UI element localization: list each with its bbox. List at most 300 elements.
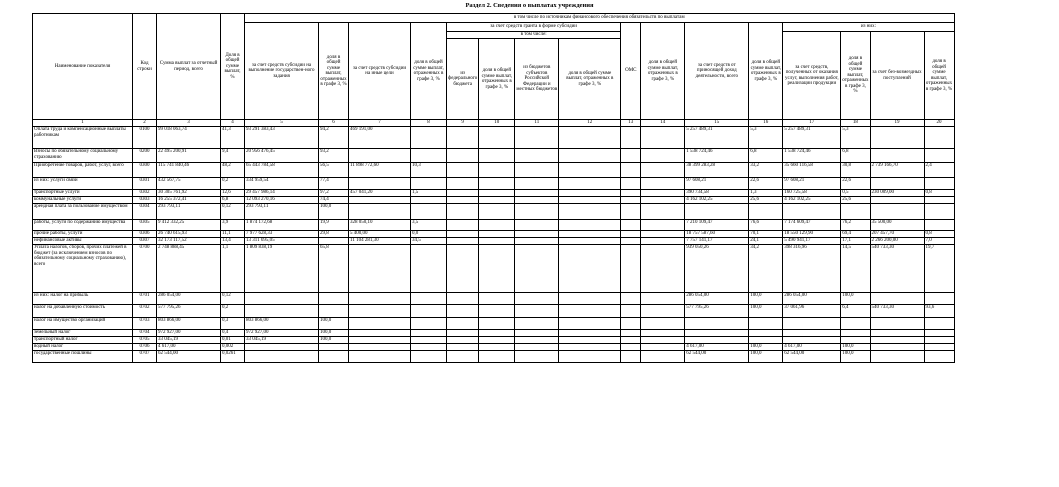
table-cell: 93,6: [924, 305, 954, 318]
row-label: работы, услуги по содержанию имущества: [33, 220, 133, 231]
row-label: Уплата налогов, сборов, прочих платежей в бюджет (за исключением взносов по обязательному социальному страхованию), всего: [33, 245, 133, 293]
table-cell: 100,0: [749, 293, 783, 305]
table-cell: 48,2: [221, 163, 245, 178]
table-cell: 30,8: [841, 163, 870, 178]
table-cell: 18 757 587,60: [685, 231, 749, 238]
table-cell: 25,6: [749, 197, 783, 204]
header-grant-group: за счет средств гранта в форме субсидии: [447, 23, 621, 32]
row-label: государственные пошлины: [33, 351, 133, 363]
table-cell: [559, 351, 621, 363]
table-cell: [641, 163, 685, 178]
table-cell: 65,8: [319, 245, 349, 293]
table-cell: [447, 204, 479, 220]
table-cell: 33 045,19: [245, 337, 319, 344]
table-cell: [515, 245, 559, 293]
header-code: Код строки: [133, 14, 157, 120]
table-cell: [641, 204, 685, 220]
table-cell: [479, 220, 515, 231]
table-cell: 97 608,21: [783, 178, 841, 190]
table-cell: [479, 351, 515, 363]
table-cell: 5 490 941,17: [783, 238, 841, 245]
table-cell: [870, 330, 924, 337]
table-cell: [515, 197, 559, 204]
table-cell: [479, 231, 515, 238]
table-cell: [621, 318, 641, 330]
table-cell: 29,8: [319, 231, 349, 238]
table-cell: [559, 238, 621, 245]
header-col-19: за счет без-возмездных поступлений: [870, 32, 924, 120]
row-label: земельный налог: [33, 330, 133, 337]
table-cell: [319, 344, 349, 351]
table-cell: 94,2: [319, 127, 349, 149]
table-cell: [870, 318, 924, 330]
table-cell: 803 866,00: [245, 318, 319, 330]
table-cell: 100,0: [319, 337, 349, 344]
table-cell: 99 018 063,74: [157, 127, 221, 149]
table-cell: [447, 163, 479, 178]
table-row: [33, 351, 955, 363]
table-cell: [411, 204, 447, 220]
table-cell: 70,1: [749, 231, 783, 238]
table-row: [33, 178, 955, 190]
table-cell: [349, 318, 411, 330]
table-cell: 939 050,26: [685, 245, 749, 293]
column-number: 3: [157, 120, 221, 127]
table-cell: [447, 190, 479, 197]
table-cell: [411, 318, 447, 330]
table-cell: [245, 344, 319, 351]
table-row: [33, 149, 955, 163]
table-cell: [621, 305, 641, 318]
table-cell: 22 495 200,91: [157, 149, 221, 163]
table-cell: [685, 330, 749, 337]
table-cell: 33,2: [749, 163, 783, 178]
table-cell: 432 567,75: [157, 178, 221, 190]
table-cell: 577 795,26: [685, 305, 749, 318]
table-cell: 0,002: [221, 344, 245, 351]
table-cell: 0,01: [221, 337, 245, 344]
column-number: 14: [641, 120, 685, 127]
table-cell: [621, 178, 641, 190]
table-cell: [349, 245, 411, 293]
table-cell: 33 045,19: [157, 337, 221, 344]
table-cell: [447, 127, 479, 149]
table-cell: [924, 204, 954, 220]
table-cell: 29 457 986,14: [245, 190, 319, 197]
table-row: [33, 197, 955, 204]
table-cell: [479, 163, 515, 178]
row-label: из них: налог на прибыль: [33, 293, 133, 305]
column-number: 20: [924, 120, 954, 127]
table-cell: [621, 149, 641, 163]
table-cell: 540 733,30: [870, 305, 924, 318]
table-cell: 5,3: [749, 127, 783, 149]
table-cell: 100,0: [841, 344, 870, 351]
table-cell: [515, 305, 559, 318]
table-cell: [515, 293, 559, 305]
table-cell: [641, 178, 685, 190]
table-cell: [685, 204, 749, 220]
table-cell: [447, 351, 479, 363]
table-cell: 0,0261: [221, 351, 245, 363]
table-cell: 7 174 609,47: [783, 220, 841, 231]
table-cell: 76,2: [841, 220, 870, 231]
table-cell: [447, 344, 479, 351]
table-cell: [559, 149, 621, 163]
table-cell: [349, 293, 411, 305]
table-cell: [349, 344, 411, 351]
table-cell: [870, 178, 924, 190]
table-cell: [479, 245, 515, 293]
row-code: 0301: [133, 178, 157, 190]
row-code: 0200: [133, 149, 157, 163]
table-header: [33, 14, 955, 120]
table-cell: [641, 305, 685, 318]
table-cell: [245, 305, 319, 318]
table-cell: 100,0: [841, 293, 870, 305]
table-cell: 19,7: [924, 245, 954, 293]
table-cell: [515, 231, 559, 238]
column-number: 1: [33, 120, 133, 127]
table-cell: 76,6: [749, 220, 783, 231]
row-label: из них: услуги связи: [33, 178, 133, 190]
column-number: 8: [411, 120, 447, 127]
table-cell: 41,3: [221, 127, 245, 149]
table-cell: [515, 149, 559, 163]
table-cell: 972 927,00: [245, 330, 319, 337]
row-label: Приобретение товаров, работ, услуг, всего: [33, 163, 133, 178]
table-cell: 25,6: [841, 197, 870, 204]
table-row: [33, 337, 955, 344]
table-cell: 0,2: [221, 178, 245, 190]
table-cell: [749, 330, 783, 337]
table-cell: [411, 197, 447, 204]
table-row: [33, 220, 955, 231]
table-cell: 97,2: [319, 190, 349, 197]
table-cell: [411, 245, 447, 293]
table-cell: [641, 231, 685, 238]
table-cell: [515, 163, 559, 178]
table-cell: 0,3: [221, 318, 245, 330]
table-cell: 1,5: [411, 190, 447, 197]
table-cell: 56,5: [319, 163, 349, 178]
table-cell: 398 316,96: [783, 245, 841, 293]
table-cell: 0,5: [841, 190, 870, 197]
table-cell: [559, 127, 621, 149]
table-cell: 11 898 772,60: [349, 163, 411, 178]
table-cell: 24,1: [749, 238, 783, 245]
header-col-17: за счет средств, полученных от оказания услуг, выполнения работ, реализации продукции: [783, 32, 841, 120]
table-cell: [559, 178, 621, 190]
table-row: [33, 293, 955, 305]
table-cell: 2 739 166,70: [870, 163, 924, 178]
table-cell: [559, 318, 621, 330]
header-name: Наименование показателя: [33, 14, 133, 120]
row-code: 0306: [133, 231, 157, 238]
table-cell: 0,0: [411, 231, 447, 238]
table-cell: 93,2: [319, 149, 349, 163]
table-cell: 115 741 840,46: [157, 163, 221, 178]
table-cell: [924, 197, 954, 204]
table-row: [33, 344, 955, 351]
table-cell: [559, 190, 621, 197]
table-row: [33, 204, 955, 220]
table-cell: [559, 245, 621, 293]
table-cell: 6,8: [841, 149, 870, 163]
table-cell: 0,8: [924, 190, 954, 197]
table-cell: 4 162 102,25: [685, 197, 749, 204]
table-cell: 14,5: [841, 245, 870, 293]
row-code: 0707: [133, 351, 157, 363]
table-cell: [447, 238, 479, 245]
table-cell: 1,3: [749, 190, 783, 197]
table-cell: 293 793,11: [157, 204, 221, 220]
table-cell: [641, 197, 685, 204]
table-cell: 7 210 109,47: [685, 220, 749, 231]
table-cell: 230 009,00: [870, 190, 924, 197]
table-cell: 10,3: [411, 163, 447, 178]
table-cell: 4 617,00: [783, 344, 841, 351]
header-col-14: доля в общей сумме выплат, отраженных в графе 3, %: [641, 23, 685, 120]
table-cell: 3,5: [411, 220, 447, 231]
table-cell: [641, 220, 685, 231]
table-cell: 34,2: [749, 245, 783, 293]
table-cell: [479, 318, 515, 330]
table-cell: [783, 330, 841, 337]
table-cell: 77,4: [319, 178, 349, 190]
table-cell: [870, 149, 924, 163]
row-label: водный налог: [33, 344, 133, 351]
column-number: 5: [245, 120, 319, 127]
row-label: прочие работы, услуги: [33, 231, 133, 238]
header-col-9: из федерального бюджета: [447, 39, 479, 120]
header-col-15: за счет средств от приносящей доход деятельности, всего: [685, 23, 749, 120]
table-cell: 334 959,54: [245, 178, 319, 190]
table-cell: [621, 245, 641, 293]
table-cell: [559, 330, 621, 337]
table-cell: [447, 178, 479, 190]
header-share-total: Доля в общей сумме выплат, %: [221, 14, 245, 120]
table-cell: 4 162 102,25: [783, 197, 841, 204]
table-cell: [783, 204, 841, 220]
row-code: 0302: [133, 190, 157, 197]
table-cell: [515, 190, 559, 197]
table-cell: 100,0: [319, 330, 349, 337]
row-code: 0307: [133, 238, 157, 245]
table-cell: [479, 127, 515, 149]
table-cell: [783, 337, 841, 344]
table-row: [33, 231, 955, 238]
table-cell: [319, 238, 349, 245]
table-cell: 6,8: [749, 149, 783, 163]
column-number: 19: [870, 120, 924, 127]
header-sources-group: в том числе по источникам финансового обеспечения обязательств по выплатам: [245, 14, 955, 23]
table-cell: 286 054,00: [783, 293, 841, 305]
row-code: 0304: [133, 204, 157, 220]
row-code: 0706: [133, 344, 157, 351]
table-cell: [411, 330, 447, 337]
table-cell: [559, 293, 621, 305]
header-col-5: за счет средств субсидии на выполнение государствен-ного задания: [245, 23, 319, 120]
header-incl-group: в том числе:: [447, 32, 621, 39]
table-row: [33, 330, 955, 337]
table-cell: 93 291 383,43: [245, 127, 319, 149]
table-cell: 11 104 281,30: [349, 238, 411, 245]
table-cell: [924, 220, 954, 231]
table-cell: [479, 238, 515, 245]
table-cell: [924, 178, 954, 190]
table-cell: [870, 344, 924, 351]
table-cell: [245, 293, 319, 305]
table-cell: 22,6: [749, 178, 783, 190]
table-cell: [479, 344, 515, 351]
row-code: 0303: [133, 197, 157, 204]
table-cell: 100,0: [749, 344, 783, 351]
table-cell: 35 660 116,58: [783, 163, 841, 178]
table-cell: [621, 127, 641, 149]
table-cell: 0,12: [221, 204, 245, 220]
table-cell: 19,9: [319, 220, 349, 231]
row-label: нефинансовые активы: [33, 238, 133, 245]
table-cell: [479, 197, 515, 204]
table-cell: [621, 204, 641, 220]
row-code: 0300: [133, 163, 157, 178]
table-cell: [411, 351, 447, 363]
table-cell: 65 443 784,58: [245, 163, 319, 178]
table-row: [33, 245, 955, 293]
table-row: [33, 163, 955, 178]
table-cell: 18 550 129,90: [783, 231, 841, 238]
table-cell: [479, 149, 515, 163]
table-cell: [447, 245, 479, 293]
section-title: Раздел 2. Сведения о выплатах учреждения: [465, 2, 594, 9]
table-cell: [621, 163, 641, 178]
column-number: 6: [319, 120, 349, 127]
header-col-6: доля в общей сумме выплат, отраженных в графе 3, %: [319, 23, 349, 120]
table-cell: 2 266 200,00: [870, 238, 924, 245]
row-label: транспортный налог: [33, 337, 133, 344]
table-cell: 37 061,96: [783, 305, 841, 318]
column-number: 18: [841, 120, 870, 127]
table-cell: [870, 351, 924, 363]
table-cell: 22,6: [841, 178, 870, 190]
table-cell: [621, 197, 641, 204]
table-cell: [641, 238, 685, 245]
table-cell: 390 734,58: [685, 190, 749, 197]
table-cell: 7,0: [924, 238, 954, 245]
row-code: 0305: [133, 220, 157, 231]
table-cell: 972 927,00: [157, 330, 221, 337]
header-col-20: доля в общей сумме выплат, отраженных в графе 3, %: [924, 32, 954, 120]
table-cell: [841, 318, 870, 330]
table-cell: [641, 245, 685, 293]
table-cell: 2 748 888,45: [157, 245, 221, 293]
table-cell: 35 500,00: [870, 220, 924, 231]
table-cell: 1 538 724,46: [685, 149, 749, 163]
table-cell: 0,12: [221, 293, 245, 305]
table-cell: 7 977 628,33: [245, 231, 319, 238]
table-cell: [447, 318, 479, 330]
table-cell: [245, 351, 319, 363]
table-cell: [479, 337, 515, 344]
column-number: 17: [783, 120, 841, 127]
table-cell: 26 740 615,93: [157, 231, 221, 238]
table-cell: [515, 220, 559, 231]
table-cell: [641, 190, 685, 197]
table-cell: [447, 305, 479, 318]
table-cell: [841, 204, 870, 220]
row-label: арендная плата за пользование имуществом: [33, 204, 133, 220]
table-cell: 293 793,11: [245, 204, 319, 220]
table-cell: [447, 231, 479, 238]
table-cell: 286 054,00: [157, 293, 221, 305]
header-col-12: доля в общей сумме выплат, отраженных в графе 3, %: [559, 39, 621, 120]
table-cell: [559, 220, 621, 231]
table-cell: [515, 178, 559, 190]
table-cell: [447, 293, 479, 305]
row-code: 0703: [133, 318, 157, 330]
table-cell: 13 311 695,05: [245, 238, 319, 245]
table-cell: [924, 330, 954, 337]
table-cell: [319, 305, 349, 318]
table-cell: [515, 204, 559, 220]
table-cell: 9 412 332,25: [157, 220, 221, 231]
table-cell: [411, 178, 447, 190]
row-code: 0704: [133, 330, 157, 337]
table-cell: [621, 293, 641, 305]
table-cell: [559, 231, 621, 238]
table-cell: 457 041,20: [349, 190, 411, 197]
table-cell: 0,4: [221, 330, 245, 337]
table-cell: 286 054,00: [685, 293, 749, 305]
table-cell: [515, 351, 559, 363]
row-label: Взносы по обязательному социальному страхованию: [33, 149, 133, 163]
table-cell: [870, 127, 924, 149]
table-cell: [621, 344, 641, 351]
table-cell: 328 050,10: [349, 220, 411, 231]
header-col-10: доля в общей сумме выплат, отраженных в графе 3, %: [479, 39, 515, 120]
column-number: 4: [221, 120, 245, 127]
table-cell: [479, 178, 515, 190]
table-cell: [621, 351, 641, 363]
table-cell: 62 544,00: [783, 351, 841, 363]
table-cell: [685, 337, 749, 344]
column-number: 2: [133, 120, 157, 127]
table-cell: [515, 238, 559, 245]
row-code: 0700: [133, 245, 157, 293]
table-cell: 6,4: [841, 305, 870, 318]
table-cell: 5 400,00: [349, 231, 411, 238]
header-col-8: доля в общей сумме выплат, отраженных в графе 3, %: [411, 23, 447, 120]
table-cell: [479, 190, 515, 197]
row-label: Оплата труда и компенсационные выплаты работникам: [33, 127, 133, 149]
table-cell: [841, 330, 870, 337]
table-cell: [411, 293, 447, 305]
header-col-7: за счет средств субсидии на иные цели: [349, 23, 411, 120]
header-izn-group: из них:: [783, 23, 954, 32]
column-number: 11: [515, 120, 559, 127]
table-cell: 0,8: [924, 231, 954, 238]
table-cell: [515, 337, 559, 344]
table-cell: [515, 344, 559, 351]
table-cell: [447, 337, 479, 344]
table-cell: [319, 351, 349, 363]
table-cell: 577 795,26: [157, 305, 221, 318]
table-cell: [749, 318, 783, 330]
table-row: [33, 190, 955, 197]
table-cell: 74,4: [319, 197, 349, 204]
table-cell: 62 544,00: [157, 351, 221, 363]
